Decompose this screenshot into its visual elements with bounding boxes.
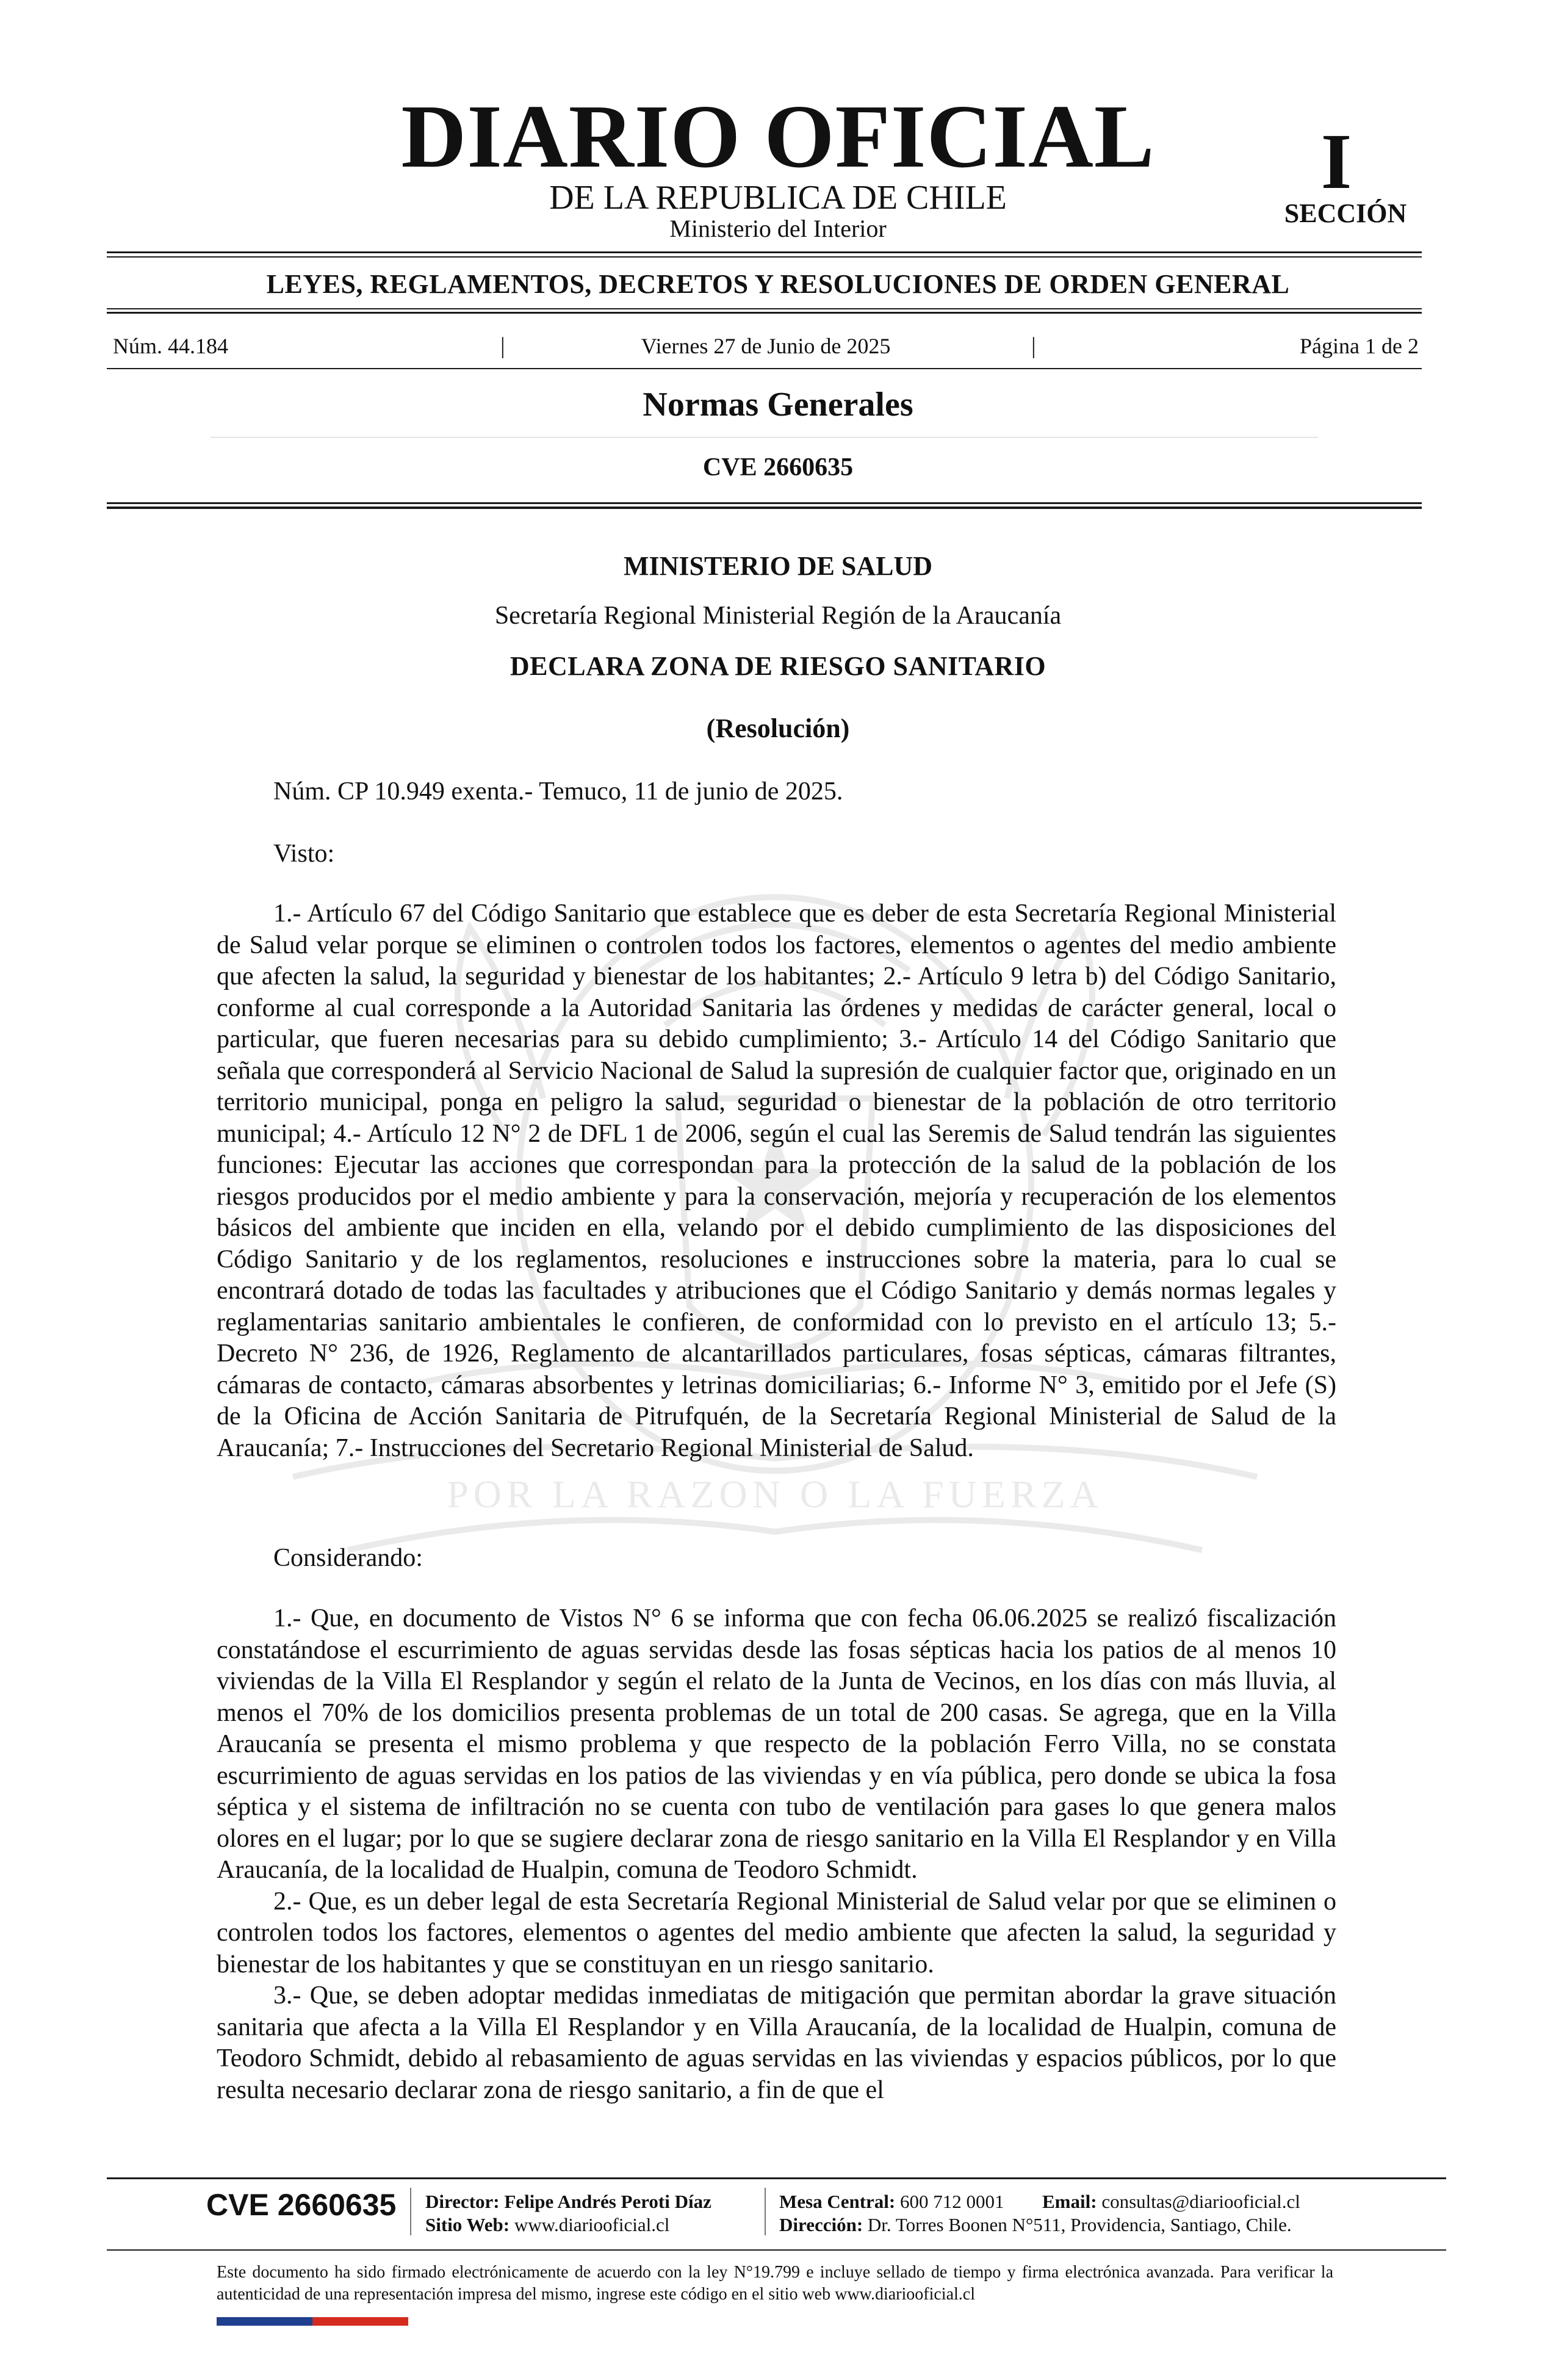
flag-bar-red [312,2317,408,2326]
director-name: Felipe Andrés Peroti Díaz [504,2191,711,2212]
address-text: Dr. Torres Boonen N°511, Providencia, Santiago, Chile. [867,2214,1292,2235]
footer-cve-code: CVE 2660635 [206,2188,397,2222]
considerando-paragraph: 2.- Que, es un deber legal de esta Secretaría Regional Ministerial de Salud velar por que se eliminen o controlen todos los factores, elementos o agentes del medio ambiente que afecten la salud, la seguridad y bienestar de los habitantes y que se constituyan en un riesgo sanitario. [217,1887,1336,1978]
category-rule [107,312,1422,314]
website-link[interactable]: www.diariooficial.cl [514,2214,670,2235]
page-indicator: Página 1 de 2 [1300,334,1419,358]
section-divider [211,437,1318,438]
address-label: Dirección: [779,2214,863,2235]
document-title: DECLARA ZONA DE RIESGO SANITARIO [510,651,1046,681]
considerando-paragraph: 1.- Que, en documento de Vistos N° 6 se informa que con fecha 06.06.2025 se realizó fiscalización constatándose el escurrimiento de aguas servidas desde las fosas sépticas hacia los patios de al menos 10 viviendas de la Villa El Resplandor y según el relato de la Junta de Vecinos, en los días con más lluvia, al menos el 70% de los domicilios presenta problemas de un total de 200 casas. Se agrega, que en la Villa Araucanía se presenta el mismo problema y que respecto de la población Ferro Villa, no se constata escurrimiento de aguas servidas en los patios de las viviendas y en vía pública, pero donde se ubica la fosa séptica y el sistema de infiltración no se cuenta con tubo de ventilación para gases lo que genera malos olores en el lugar; por lo que se sugiere declarar zona de riesgo sanitario en la Villa El Resplandor y en Villa Araucanía, de la localidad de Hualpin, comuna de Teodoro Schmidt. [217,1604,1336,1884]
issue-separator: | [500,333,505,359]
header-rule-thick-2 [107,507,1422,509]
director-label: Director: [425,2191,500,2212]
issue-separator: | [1031,333,1036,359]
phone-label: Mesa Central: [779,2191,896,2212]
issue-rule [107,368,1422,369]
footer-email [1042,2190,1300,2213]
footer-rule [107,2177,1446,2179]
watermark-motto: POR LA RAZON O LA FUERZA [447,1473,1103,1516]
email-label: Email: [1042,2191,1097,2212]
considerando-paragraph: 3.- Que, se deben adoptar medidas inmediatas de mitigación que permitan abordar la grave situación sanitaria que afecta a la Villa El Resplandor y en Villa Araucanía, de la localidad de Hualpin, comuna de Teodoro Schmidt, debido al rebasamiento de aguas servidas en las viviendas y espacios públicos, por lo que resulta necesario declarar zona de riesgo sanitario, a fin de que el [217,1982,1336,2104]
sub-organization: Secretaría Regional Ministerial Región de la Araucanía [494,602,1062,630]
ministry-label: Ministerio del Interior [669,215,887,242]
flag-bar-blue [217,2317,312,2326]
resolution-reference: Núm. CP 10.949 exenta.- Temuco, 11 de junio de 2025. [273,777,843,806]
visto-paragraph: 1.- Artículo 67 del Código Sanitario que establece que es deber de esta Secretaría Regional Ministerial de Salud velar porque se eliminen o controlen todos los factores, elementos o agentes del medio ambiente que afecten la salud, la seguridad y bienestar de los habitantes; 2.- Artículo 9 letra b) del Código Sanitario, conforme al cual corresponde a la Autoridad Sanitaria las órdenes y medidas de carácter general, local o particular, que fueren necesarias para su debido cumplimiento; 3.- Artículo 14 del Código Sanitario que señala que corresponderá al Servicio Nacional de Salud la supresión de cualquier factor que, originado en un territorio municipal, ponga en peligro la salud, seguridad o bienestar de la población de otro territorio municipal; 4.- Artículo 12 N° 2 de DFL 1 de 2006, según el cual las Seremis de Salud tendrán las siguientes funciones: Ejecutar las acciones que correspondan para la protección de la salud de la población de los riesgos producidos por el medio ambiente y para la conservación, mejoría y recuperación de los elementos básicos del ambiente que inciden en ella, velando por el debido cumplimiento de las disposiciones del Código Sanitario y de los reglamentos, resoluciones e instrucciones sobre la materia, para lo cual se encontrará dotado de todas las facultades y atribuciones que el Código Sanitario y demás normas legales y reglamentarias sanitario ambientales le confieren, de conformidad con lo previsto en el artículo 13; 5.- Decreto N° 236, de 1926, Reglamento de alcantarillados particulares, fosas sépticas, cámaras filtrantes, cámaras de contacto, cámaras absorbentes y letrinas domiciliarias; 6.- Informe N° 3, emitido por el Jefe (S) de la Oficina de Acción Sanitaria de Pitrufquén, de la Secretaría Regional Ministerial de Salud de la Araucanía; 7.- Instrucciones del Secretario Regional Ministerial de Salud. [217,900,1336,1462]
section-label: SECCIÓN [1284,198,1407,228]
website-label: Sitio Web: [425,2214,510,2235]
footer-director [425,2190,711,2213]
organization-name: MINISTERIO DE SALUD [623,551,933,581]
category-rule-thin [107,308,1422,309]
category-heading: LEYES, REGLAMENTOS, DECRETOS Y RESOLUCIONES DE ORDEN GENERAL [266,269,1290,299]
signature-note: Este documento ha sido firmado electrónicamente de acuerdo con la ley N°19.799 e incluye sellado de tiempo y firma electrónica avanzada. Para verificar la autenticidad de una representación impresa del mismo, ingrese este código en el sitio web www.diariooficial.cl [217,2263,1333,2304]
footer-rule-bottom [107,2249,1446,2251]
footer-divider [765,2188,766,2235]
considerando-label: Considerando: [273,1544,423,1572]
issue-number: Núm. 44.184 [113,334,228,358]
masthead-rule-top [107,251,1422,253]
masthead-rule-top-thin [107,256,1422,258]
email-link[interactable]: consultas@diariooficial.cl [1101,2191,1300,2212]
section-heading: Normas Generales [643,386,913,424]
document-type: (Resolución) [706,713,850,743]
newspaper-title: DIARIO OFICIAL [401,87,1155,187]
newspaper-subtitle: DE LA REPUBLICA DE CHILE [549,179,1007,217]
phone-number: 600 712 0001 [900,2191,1004,2212]
footer-address [779,2213,1292,2237]
visto-section [217,898,1336,1464]
issue-date: Viernes 27 de Junio de 2025 [641,334,891,358]
footer-website [425,2213,669,2237]
section-number: I [1320,118,1352,206]
header-rule-thick [107,502,1422,504]
issue-info-bar [113,331,1419,361]
footer-divider [410,2188,411,2235]
visto-label: Visto: [273,840,335,868]
footer-phone [779,2190,1004,2213]
cve-code: CVE 2660635 [702,453,854,481]
considerando-section [217,1603,1336,2106]
